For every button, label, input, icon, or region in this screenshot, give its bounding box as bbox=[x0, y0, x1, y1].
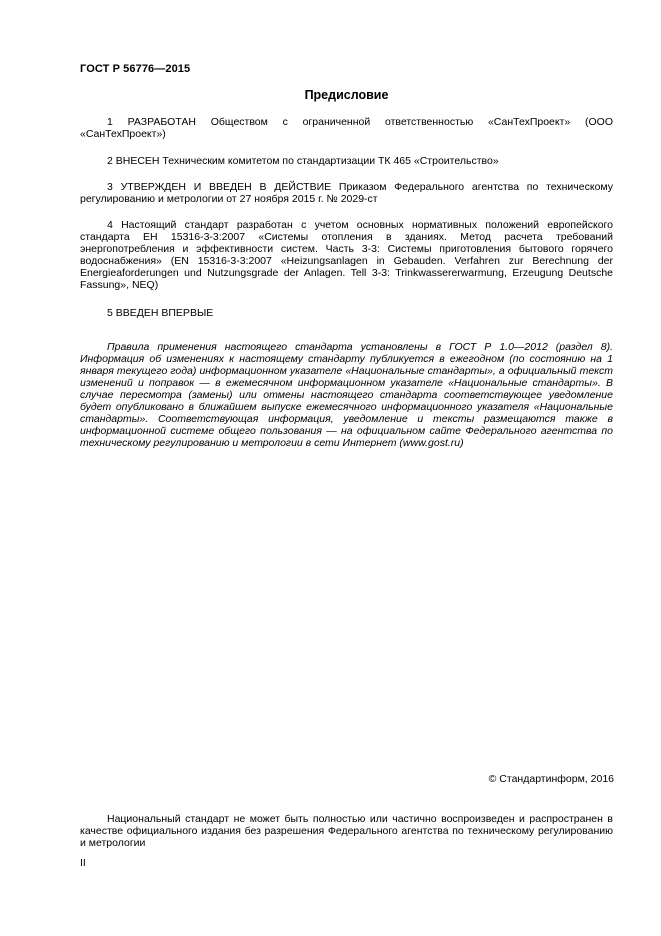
copyright: © Стандартинформ, 2016 bbox=[488, 773, 614, 785]
application-rules-note: Правила применения настоящего стандарта установлены в ГОСТ Р 1.0—2012 (раздел 8). Информация об изменениях к настоящему стандарту публикуется в ежегодном (по состоянию на 1 января текущего года) информационном указателе «Национальные стандарты», а официальный текст изменений и поправок — в ежемесячном информационном указателе «Национальные стандарты». В случае пересмотра (замены) или отмены настоящего стандарта соответствующее уведомление будет опубликовано в ближайшем выпуске ежемесячного информационного указателя «Национальные стандарты». Соответствующая информация, уведомление и тексты размещаются также в информационной системе общего пользования — на официальном сайте Федерального агентства по техническому регулированию и метрологии в сети Интернет (www.gost.ru) bbox=[80, 341, 613, 449]
reproduction-notice: Национальный стандарт не может быть полностью или частично воспроизведен и распространен в качестве официального издания без разрешения Федерального агентства по техническому регулированию и метрологии bbox=[80, 813, 613, 849]
italic-note-block bbox=[80, 341, 613, 449]
page-title: Предисловие bbox=[304, 88, 389, 102]
paragraph-3-block bbox=[80, 181, 613, 205]
reproduction-notice-block bbox=[80, 813, 613, 849]
paragraph-1-block bbox=[80, 116, 613, 140]
page-number: II bbox=[80, 857, 86, 869]
paragraph-4-block bbox=[80, 219, 613, 291]
paragraph-first-introduced: 5 ВВЕДЕН ВПЕРВЫЕ bbox=[107, 307, 214, 319]
paragraph-submitted: 2 ВНЕСЕН Техническим комитетом по стандартизации ТК 465 «Строительство» bbox=[107, 155, 499, 167]
standard-code: ГОСТ Р 56776—2015 bbox=[80, 63, 191, 75]
paragraph-5-block bbox=[80, 307, 613, 319]
paragraph-approved: 3 УТВЕРЖДЕН И ВВЕДЕН В ДЕЙСТВИЕ Приказом Федерального агентства по техническому регулированию и метрологии от 27 ноября 2015 г. № 2029-ст bbox=[80, 181, 613, 205]
paragraph-developed: 1 РАЗРАБОТАН Обществом с ограниченной ответственностью «СанТехПроект» (ООО «СанТехПроект») bbox=[80, 116, 613, 140]
paragraph-2-block bbox=[80, 155, 613, 167]
paragraph-basis: 4 Настоящий стандарт разработан с учетом основных нормативных положений европейского стандарта ЕН 15316-3-3:2007 «Системы отопления в зданиях. Метод расчета требований энергопотребления и эффективности систем. Часть 3-3: Системы приготовления бытового горячего водоснабжения» (EN 15316-3-3:2007 «Heizungsanlagen in Gebauden. Verfahren zur Berechnung der Energieaforderungen und Nutzungsgrade der Anlagen. Tell 3-3: Trinkwassererwarmung, Erzeugung Deutsche Fassung», NEQ) bbox=[80, 219, 613, 291]
